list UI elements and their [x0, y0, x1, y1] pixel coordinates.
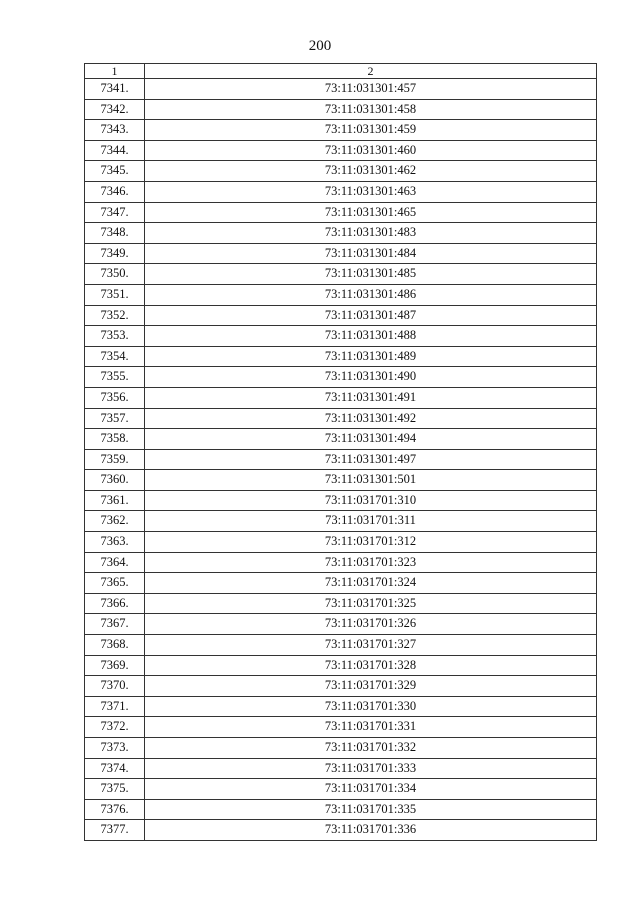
header-cell-2: 2 — [145, 64, 597, 79]
table-row — [85, 614, 597, 635]
row-number-cell: 7366. — [85, 593, 145, 614]
cadastral-number-cell: 73:11:031701:324 — [145, 573, 597, 594]
table-row — [85, 223, 597, 244]
cadastral-number-cell: 73:11:031301:458 — [145, 99, 597, 120]
table-row — [85, 799, 597, 820]
table-row — [85, 470, 597, 491]
row-number-cell: 7371. — [85, 696, 145, 717]
row-number-cell: 7373. — [85, 738, 145, 759]
cadastral-number-cell: 73:11:031701:325 — [145, 593, 597, 614]
cadastral-number-cell: 73:11:031701:332 — [145, 738, 597, 759]
row-number-cell: 7365. — [85, 573, 145, 594]
row-number-cell: 7354. — [85, 346, 145, 367]
row-number-cell: 7364. — [85, 552, 145, 573]
cadastral-number-cell: 73:11:031301:491 — [145, 387, 597, 408]
table-row — [85, 243, 597, 264]
table-row — [85, 758, 597, 779]
row-number-cell: 7372. — [85, 717, 145, 738]
row-number-cell: 7367. — [85, 614, 145, 635]
row-number-cell: 7355. — [85, 367, 145, 388]
cadastral-number-cell: 73:11:031701:333 — [145, 758, 597, 779]
cadastral-number-cell: 73:11:031701:334 — [145, 779, 597, 800]
cadastral-number-cell: 73:11:031301:492 — [145, 408, 597, 429]
cadastral-number-cell: 73:11:031701:311 — [145, 511, 597, 532]
row-number-cell: 7348. — [85, 223, 145, 244]
table-row — [85, 429, 597, 450]
cadastral-number-cell: 73:11:031301:488 — [145, 326, 597, 347]
table-row — [85, 655, 597, 676]
cadastral-number-cell: 73:11:031701:331 — [145, 717, 597, 738]
table-row — [85, 346, 597, 367]
cadastral-number-cell: 73:11:031301:486 — [145, 284, 597, 305]
table-row — [85, 79, 597, 100]
table-row — [85, 161, 597, 182]
table-row — [85, 305, 597, 326]
table-row — [85, 738, 597, 759]
table-row — [85, 532, 597, 553]
cadastral-number-cell: 73:11:031701:328 — [145, 655, 597, 676]
cadastral-number-cell: 73:11:031301:487 — [145, 305, 597, 326]
cadastral-number-cell: 73:11:031301:460 — [145, 140, 597, 161]
row-number-cell: 7352. — [85, 305, 145, 326]
row-number-cell: 7361. — [85, 490, 145, 511]
table-row — [85, 511, 597, 532]
table-row — [85, 326, 597, 347]
row-number-cell: 7353. — [85, 326, 145, 347]
row-number-cell: 7351. — [85, 284, 145, 305]
cadastral-number-cell: 73:11:031701:329 — [145, 676, 597, 697]
table-row — [85, 696, 597, 717]
cadastral-number-cell: 73:11:031701:326 — [145, 614, 597, 635]
cadastral-number-cell: 73:11:031301:497 — [145, 449, 597, 470]
row-number-cell: 7375. — [85, 779, 145, 800]
cadastral-number-cell: 73:11:031301:463 — [145, 181, 597, 202]
row-number-cell: 7347. — [85, 202, 145, 223]
row-number-cell: 7343. — [85, 120, 145, 141]
cadastral-number-cell: 73:11:031301:484 — [145, 243, 597, 264]
cadastral-number-cell: 73:11:031301:459 — [145, 120, 597, 141]
table-row — [85, 552, 597, 573]
table-row — [85, 181, 597, 202]
table-row — [85, 676, 597, 697]
table-row — [85, 408, 597, 429]
row-number-cell: 7377. — [85, 820, 145, 841]
row-number-cell: 7342. — [85, 99, 145, 120]
table-row — [85, 99, 597, 120]
cadastral-number-table — [84, 63, 597, 841]
table-row — [85, 449, 597, 470]
cadastral-number-cell: 73:11:031701:330 — [145, 696, 597, 717]
table-row — [85, 140, 597, 161]
row-number-cell: 7358. — [85, 429, 145, 450]
row-number-cell: 7344. — [85, 140, 145, 161]
table-row — [85, 284, 597, 305]
cadastral-number-cell: 73:11:031701:310 — [145, 490, 597, 511]
table-row — [85, 779, 597, 800]
cadastral-number-cell: 73:11:031301:483 — [145, 223, 597, 244]
row-number-cell: 7345. — [85, 161, 145, 182]
cadastral-number-cell: 73:11:031301:494 — [145, 429, 597, 450]
table-row — [85, 573, 597, 594]
row-number-cell: 7346. — [85, 181, 145, 202]
row-number-cell: 7368. — [85, 635, 145, 656]
cadastral-number-cell: 73:11:031701:335 — [145, 799, 597, 820]
row-number-cell: 7359. — [85, 449, 145, 470]
row-number-cell: 7369. — [85, 655, 145, 676]
cadastral-number-cell: 73:11:031301:490 — [145, 367, 597, 388]
row-number-cell: 7374. — [85, 758, 145, 779]
cadastral-number-cell: 73:11:031701:312 — [145, 532, 597, 553]
table-row — [85, 820, 597, 841]
cadastral-number-cell: 73:11:031301:489 — [145, 346, 597, 367]
row-number-cell: 7357. — [85, 408, 145, 429]
cadastral-number-cell: 73:11:031301:462 — [145, 161, 597, 182]
table-header-row — [85, 64, 597, 79]
cadastral-number-cell: 73:11:031701:327 — [145, 635, 597, 656]
table-row — [85, 387, 597, 408]
row-number-cell: 7356. — [85, 387, 145, 408]
row-number-cell: 7363. — [85, 532, 145, 553]
cadastral-number-cell: 73:11:031301:457 — [145, 79, 597, 100]
cadastral-number-cell: 73:11:031301:485 — [145, 264, 597, 285]
row-number-cell: 7350. — [85, 264, 145, 285]
row-number-cell: 7370. — [85, 676, 145, 697]
table-row — [85, 635, 597, 656]
table-body — [85, 64, 597, 841]
cadastral-number-cell: 73:11:031701:336 — [145, 820, 597, 841]
row-number-cell: 7376. — [85, 799, 145, 820]
row-number-cell: 7341. — [85, 79, 145, 100]
table-row — [85, 202, 597, 223]
table-row — [85, 717, 597, 738]
cadastral-number-cell: 73:11:031701:323 — [145, 552, 597, 573]
row-number-cell: 7360. — [85, 470, 145, 491]
table-row — [85, 120, 597, 141]
header-cell-1: 1 — [85, 64, 145, 79]
row-number-cell: 7349. — [85, 243, 145, 264]
table-row — [85, 264, 597, 285]
table-row — [85, 490, 597, 511]
table-row — [85, 367, 597, 388]
cadastral-number-cell: 73:11:031301:465 — [145, 202, 597, 223]
row-number-cell: 7362. — [85, 511, 145, 532]
cadastral-number-cell: 73:11:031301:501 — [145, 470, 597, 491]
table-row — [85, 593, 597, 614]
page-number: 200 — [308, 38, 332, 54]
